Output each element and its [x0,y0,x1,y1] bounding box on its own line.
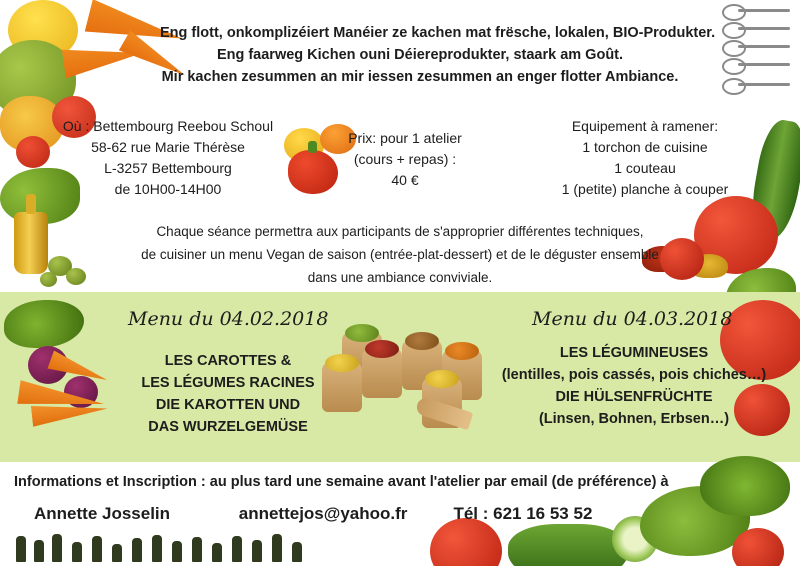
whisk-icon [722,78,746,95]
olive-oil-bottle-icon [14,212,48,274]
equipment-item-1: 1 torchon de cuisine [582,139,708,155]
spoon-icon [722,4,746,21]
description-text [100,220,700,289]
menu-right-line-1: LES LÉGUMINEUSES [559,345,709,361]
location-line-3: L-3257 Bettembourg [104,160,232,176]
tomato-icon [430,518,502,566]
parsley-icon [700,456,790,516]
utensils-decoration [722,4,792,114]
location-block [48,116,288,200]
registration-info: Informations et Inscription : au plus tard une semaine avant l'atelier par email (de préférence) à [14,474,669,490]
utensil-silhouettes [16,532,316,562]
menu-right-line-4: (Linsen, Bohnen, Erbsen…) [538,411,730,427]
contact-phone: Tél : 621 16 53 52 [453,504,593,523]
skimmer-icon [722,58,746,75]
legume-sack [362,348,402,398]
legume-sacks-illustration [322,326,506,422]
menu-left-body [128,350,328,438]
root-vegetables-illustration [18,330,138,430]
equipment-block [500,116,790,200]
menu-right-line-3: DIE HÜLSENFRÜCHTE [555,389,713,405]
olive-icon [40,272,57,287]
equipment-title: Equipement à ramener: [571,118,719,134]
menu-right-line-2: (lentilles, pois cassés, pois chiches…) [501,367,767,383]
menu-left-line-4: DAS WURZELGEMÜSE [148,419,308,435]
olive-icon [66,268,86,285]
price-amount: 40 € [391,172,419,188]
tomato-icon [732,528,784,566]
location-line-2: 58-62 rue Marie Thérèse [91,139,245,155]
legume-sack [322,362,362,412]
equipment-item-2: 1 couteau [614,160,676,176]
contact-name: Annette Josselin [34,504,171,523]
contact-email[interactable]: annettejos@yahoo.fr [238,504,408,523]
menu-left-line-2: LES LÉGUMES RACINES [141,375,315,391]
menu-right-body [500,342,768,430]
menu-left-line-3: DIE KAROTTEN UND [155,397,301,413]
menu-right-title: Menu du 04.03.2018 [532,308,733,330]
description-line-3: dans une ambiance conviviale. [307,270,493,285]
intro-text [160,22,716,88]
description-line-1: Chaque séance permettra aux participants de s'approprier différentes techniques, [156,224,644,239]
info-columns [0,116,800,204]
intro-line-3: Mir kachen zesummen an mir iessen zesummen an enger flotter Ambiance. [161,69,679,85]
price-line-1: Prix: pour 1 atelier [348,130,462,146]
location-line-1: Où : Bettembourg Reebou Schoul [62,118,274,134]
price-block [330,128,480,191]
equipment-item-3: 1 (petite) planche à couper [561,181,729,197]
intro-line-2: Eng faarweg Kichen ouni Déiereprodukter, staark am Goût. [216,47,624,63]
cucumber-icon [508,524,628,566]
menu-left-line-1: LES CAROTTES & [164,353,292,369]
ladle-icon [722,22,746,39]
contact-row [34,504,674,524]
spatula-icon [722,40,746,57]
menu-left-title: Menu du 04.02.2018 [128,308,329,330]
intro-line-1: Eng flott, onkomplizéiert Manéier ze kachen mat frësche, lokalen, BIO-Produkter. [160,25,716,41]
price-line-2: (cours + repas) : [353,151,457,167]
location-line-4: de 10H00-14H00 [114,181,222,197]
description-line-2: de cuisiner un menu Vegan de saison (entrée-plat-dessert) et de le déguster ensemble [141,247,659,262]
